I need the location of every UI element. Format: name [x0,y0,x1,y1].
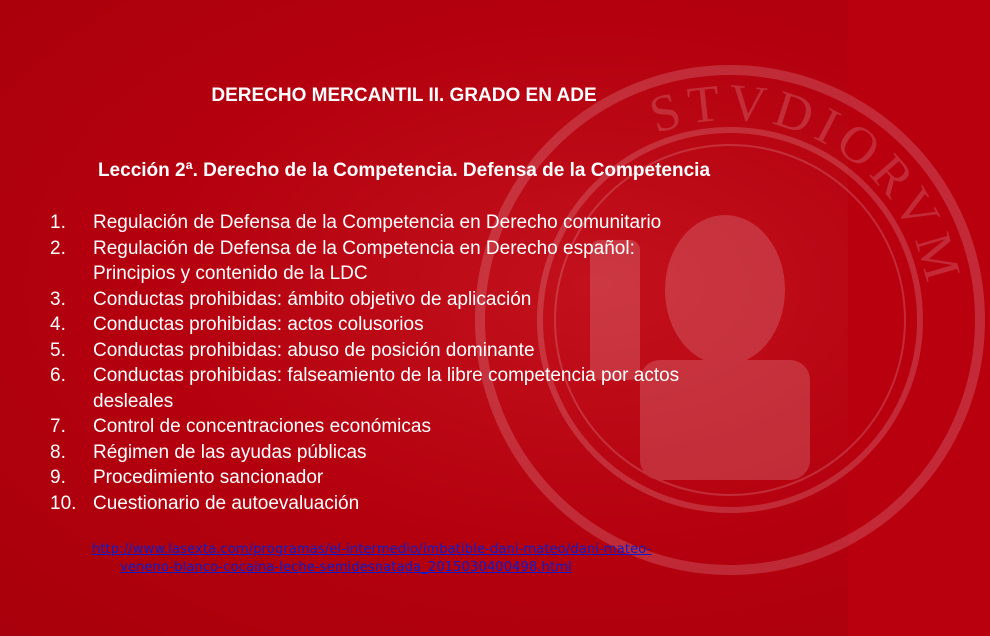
list-item [50,491,790,517]
video-link-line-1[interactable]: http://www.lasexta.com/programas/el-intermedio/imbatible-dani-mateo/dani-mateo- [92,542,652,557]
item-number: 10. [50,492,77,514]
item-text: Procedimiento sancionador [93,467,324,488]
list-item [50,440,790,466]
slide-title: DERECHO MERCANTIL II. GRADO EN ADE [211,85,597,106]
item-text-line: Principios y contenido de la LDC [93,263,368,284]
list-item [50,338,790,364]
item-number: 5. [50,339,66,361]
item-text: Cuestionario de autoevaluación [93,492,360,514]
item-number: 2. [50,237,66,259]
item-text-line: desleales [93,390,174,412]
item-text: Conductas prohibidas: ámbito objetivo de aplicación [93,288,532,310]
item-text: Régimen de las ayudas públicas [93,441,367,463]
item-text: Conductas prohibidas: actos colusorios [93,314,424,335]
item-number: 6. [50,365,66,386]
item-number: 7. [50,416,66,437]
item-number: 9. [50,467,66,488]
item-text: Control de concentraciones económicas [93,416,431,437]
lesson-subtitle: Lección 2ª. Derecho de la Competencia. Defensa de la Competencia [97,160,711,181]
list-item [50,312,790,338]
item-text: Conductas prohibidas: abuso de posición dominante [93,339,535,361]
item-text: Regulación de Defensa de la Competencia en Derecho comunitario [93,212,662,233]
item-text-line: Regulación de Defensa de la Competencia en Derecho español: [93,237,635,259]
list-item [50,465,790,491]
item-number: 4. [50,314,66,335]
item-number: 3. [50,288,66,310]
video-link-line-2[interactable]: veneno-blanco-cocaina-leche-semidesnatada_2015030400498.html [120,560,572,575]
list-item [50,287,790,313]
seal-text: STVDIORVM [643,74,973,293]
video-link[interactable] [92,541,772,577]
list-item [50,414,790,440]
list-item [50,363,790,414]
list-item [50,236,790,287]
list-item [50,210,790,236]
topic-list [50,210,790,516]
item-text [93,236,790,287]
item-text [93,363,790,414]
item-number: 1. [50,212,66,233]
item-number: 8. [50,441,66,463]
item-text-line: Conductas prohibidas: falseamiento de la libre competencia por actos [93,365,680,386]
